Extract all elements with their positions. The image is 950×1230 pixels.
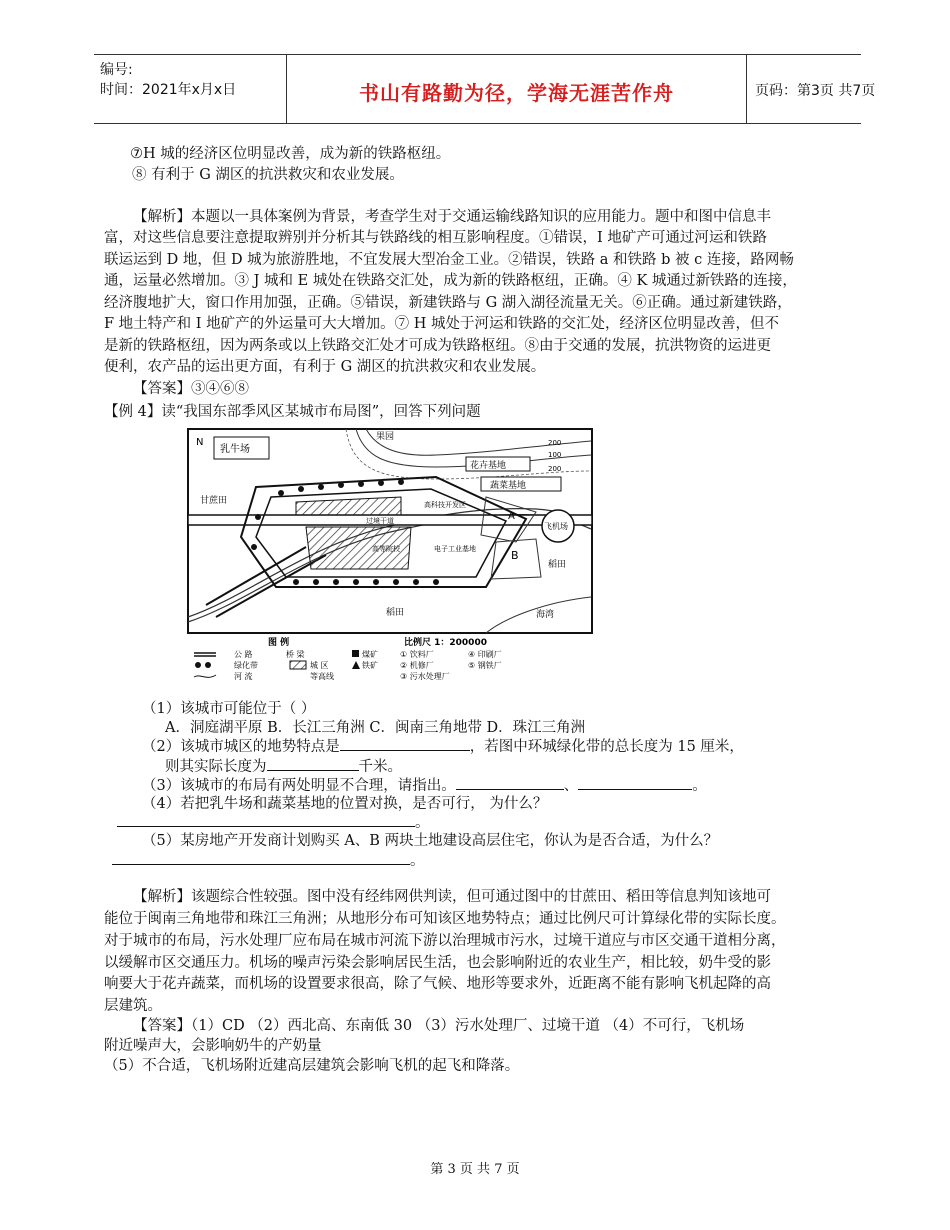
question-1-options: A．洞庭湖平原 B．长江三角洲 C．闽南三角地带 D．珠江三角洲 xyxy=(165,720,586,736)
analysis2-answer: 附近噪声大，会影响奶牛的产奶量 xyxy=(104,1038,322,1054)
region-a-label: A xyxy=(508,511,515,522)
legend-city: 城 区 xyxy=(310,661,329,670)
header-middle xyxy=(286,55,747,123)
flower-label: 花卉基地 xyxy=(470,461,507,471)
analysis1-line: 便利，农产品的运出更方面，有利于 G 湖区的抗洪救灾和农业发展。 xyxy=(104,359,546,375)
legend-beverage: ① 饮料厂 xyxy=(400,650,434,659)
scale-label: 比例尺 1：200000 xyxy=(404,638,487,648)
legend-bridge: 桥 梁 xyxy=(286,650,305,659)
electronics-label: 电子工业基地 xyxy=(434,545,476,553)
legend-repair: ② 机修厂 xyxy=(400,661,434,670)
motto: 书山有路勤为径，学海无涯苦作舟 xyxy=(359,81,674,105)
legend-river: 河 流 xyxy=(234,672,253,680)
analysis2-line: 对于城市的布局，污水处理厂应布局在城市河流下游以治理城市污水，过境干道应与市区交通干道相分离， xyxy=(104,933,786,949)
page-number-label: 页码：第3页 共7页 xyxy=(755,83,876,99)
vegetable-label: 蔬菜基地 xyxy=(490,481,527,491)
contour-200b-label: 200 xyxy=(548,465,562,473)
legend-steel: ⑤ 钢铁厂 xyxy=(468,661,502,670)
bay-label: 海湾 xyxy=(536,610,555,620)
analysis2-line: 响要大于花卉蔬菜，而机场的设置要求很高，除了气候、地形等要求外，近距离不能有影响飞机起降的高 xyxy=(104,976,771,992)
answer-blank[interactable] xyxy=(267,756,359,771)
question-2-cont: 则其实际长度为 千米。 xyxy=(165,756,402,778)
answer-blank[interactable] xyxy=(117,812,415,827)
question-4-answer: 。 xyxy=(117,812,430,834)
question-4: （4）若把乳牛场和蔬菜基地的位置对换，是否可行， 为什么？ xyxy=(142,796,548,812)
page-header xyxy=(94,54,876,124)
analysis1-line: F 地土特产和 I 地矿产的外运量可大大增加。⑦ H 城处于河运和铁路的交汇处，经济区位明显改善，但不 xyxy=(104,316,779,332)
header-left xyxy=(94,55,286,123)
item-8: ⑧ 有利于 G 湖区的抗洪救灾和农业发展。 xyxy=(132,167,404,183)
question-3: （3）该城市的布局有两处明显不合理，请指出。 、 。 xyxy=(142,775,707,797)
legend-road: 公 路 xyxy=(234,650,253,659)
airport-label: 飞机场 xyxy=(544,522,568,531)
analysis1-answer: 【答案】③④⑥⑧ xyxy=(133,381,249,397)
legend-contour: 等高线 xyxy=(310,672,334,680)
legend-iron: 铁矿 xyxy=(362,661,378,670)
analysis2-line: 以缓解市区交通压力。机场的噪声污染会影响居民生活，也会影响附近的农业生产，相比较，奶牛受的影 xyxy=(104,955,771,971)
code-label: 编号: xyxy=(100,62,133,78)
page-footer: 第 3 页 共 7 页 xyxy=(430,1162,520,1177)
contour-200-label: 200 xyxy=(548,439,562,447)
example4-title: 【例 4】读“我国东部季风区某城市布局图”，回答下列问题 xyxy=(104,404,481,420)
orchard-label: 果园 xyxy=(376,432,395,442)
analysis2-line: 【解析】该题综合性较强。图中没有经纬网供判读，但可通过图中的甘蔗田、稻田等信息判知该地可 xyxy=(133,889,771,905)
time-label: 时间：2021年x月x日 xyxy=(100,82,237,98)
contour-100-label: 100 xyxy=(548,451,562,459)
analysis1-line: 【解析】本题以一具体案例为背景，考查学生对于交通运输线路知识的应用能力。题中和图中信息丰 xyxy=(133,209,771,225)
answer-blank[interactable] xyxy=(340,736,470,751)
hitech-label: 高科技开发区 xyxy=(424,501,466,509)
analysis2-answer: （5）不合适，飞机场附近建高层建筑会影响飞机的起飞和降落。 xyxy=(104,1058,520,1074)
analysis1-line: 是新的铁路枢纽，因为两条或以上铁路交汇处才可成为铁路枢纽。⑧由于交通的发展，抗洪物资的运进更 xyxy=(104,338,771,354)
question-2: （2）该城市城区的地势特点是 ，若图中环城绿化带的总长度为 15 厘米， xyxy=(142,736,744,758)
analysis1-line: 富，对这些信息要注意提取辨别并分析其与铁路线的相互影响程度。①错误，I 地矿产可通过河运和铁路 xyxy=(104,230,767,246)
question-5-answer: 。 xyxy=(112,850,425,872)
college-label: 高等院校 xyxy=(372,545,400,553)
city-layout-map xyxy=(186,427,594,680)
analysis1-line: 经济腹地扩大，窗口作用加强，正确。⑤错误，新建铁路与 G 湖入湖径流量无关。⑥正确。通过新建铁路， xyxy=(104,295,792,311)
header-right xyxy=(745,55,876,123)
question-1: （1）该城市可能位于（ ） xyxy=(142,701,316,717)
dairy-label: 乳牛场 xyxy=(220,444,250,455)
sugarcane-label: 甘蔗田 xyxy=(200,496,228,506)
legend-printing: ④ 印刷厂 xyxy=(468,650,502,659)
answer-blank[interactable] xyxy=(112,850,410,865)
legend-coal: 煤矿 xyxy=(362,650,378,659)
legend-greenbelt: 绿化带 xyxy=(234,661,258,670)
answer-blank[interactable] xyxy=(456,775,564,790)
item-7: ⑦H 城的经济区位明显改善，成为新的铁路枢纽。 xyxy=(130,146,451,162)
analysis1-line: 通，运量必然增加。③ J 城和 E 城处在铁路交汇处，成为新的铁路枢纽，正确。④ K 城通过新铁路的连接， xyxy=(104,273,797,289)
analysis2-answer: 【答案】（1）CD （2）西北高、东南低 30 （3）污水处理厂、过境干道 （4）不可行，飞机场 xyxy=(133,1018,745,1034)
rice-label-south: 稻田 xyxy=(386,608,405,618)
answer-blank[interactable] xyxy=(578,775,692,790)
region-b-label: B xyxy=(511,549,519,562)
analysis2-line: 能位于闽南三角地带和珠江三角洲；从地形分布可知该区地势特点；通过比例尺可计算绿化带的实际长度。 xyxy=(104,911,786,927)
north-label: N xyxy=(196,437,204,448)
legend-sewage: ③ 污水处理厂 xyxy=(400,672,450,680)
bypass-label: 过境干道 xyxy=(366,517,394,525)
analysis2-line: 层建筑。 xyxy=(104,998,162,1014)
rice-label-east: 稻田 xyxy=(548,560,567,570)
legend-title: 图 例 xyxy=(268,638,290,648)
question-5: （5）某房地产开发商计划购买 A、B 两块土地建设高层住宅，你认为是否合适，为什么？ xyxy=(142,833,719,849)
analysis1-line: 联运运到 D 地，但 D 城为旅游胜地，不宜发展大型冶金工业。②错误，铁路 a 和铁路 b 被 c 连接，路网畅 xyxy=(104,252,794,268)
